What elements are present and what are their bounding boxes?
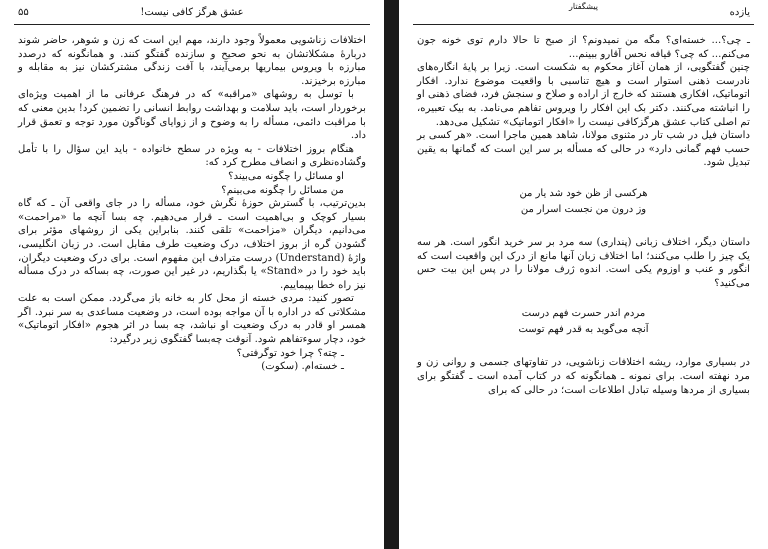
right-page-body bbox=[417, 34, 750, 397]
paragraph: بدین‌ترتیب، با گسترش حوزهٔ نگرش خود، مسأله را در جای واقعی آن ـ که گاه بسیار کوچک و بی‌اهمیت است ـ قرار می‌دهیم. چه بسا آنچه ما «مراحمت» می‌دانیم، دیگران «مزاحمت» تلقی کنند. بنابراین یکی از روشهای مؤثر برای گشودن گره از بروز اختلاف، درک وضعیت طرف مقابل است. در زبان انگلیسی، واژهٔ (Understand) درست مترادف این مفهوم است. برای درک وضعیت دیگران، باید خود را در «Stand» یا بگذاریم، در غیر این صورت، چه بساکه در درک مسأله نیز راه خطا بپیماییم. bbox=[18, 198, 366, 291]
question-line: من مسائل را چگونه می‌بینم؟ bbox=[221, 184, 344, 196]
dialogue-line: ـ چته؟ چرا خود توگرفتی؟ bbox=[236, 347, 344, 359]
poem-line: آنچه می‌گوید به قدر فهم توست bbox=[518, 324, 649, 336]
paragraph: داستان دیگر، اختلاف زبانی (پنداری) سه مرد بر سر خرید انگور است. هر سه یک چیز را طلب می‌کنند؛ اما اختلاف زبان آنها مانع از درک این واقعیت است که انگور و عنب و اوزوم یکی است. اندوه ژرف مولانا را در پس این بیت حس می‌کنید؟ bbox=[417, 236, 750, 289]
poem-verse bbox=[417, 306, 750, 338]
paragraph: چنین گفتگویی، از همان آغاز محکوم به شکست است. زیرا بر پایهٔ انگاره‌های نادرست ذهنی استوار است و هیچ تناسبی با واقعیت موضوع ندارد. افکار اتوماتیک، افکاری هستند که خارج از اراده و صلاح و سنجش فرد، فضای ذهنی او را انباشته می‌کنند. دکتر بک این افکار را ویروس تفاهم می‌نامد. به بیک تعبیره، تم اصلی کتاب عشق هرگزکافی نیست را «افکار اتوماتیک» تشکیل می‌دهد. bbox=[417, 62, 750, 128]
right-page-number: یازده bbox=[729, 7, 750, 18]
paragraph: هنگام بروز اختلافات - به ویژه در سطح خانواده - باید این سؤال را با تأمل وگشاده‌نظری و انصاف مطرح کرد که: bbox=[18, 143, 366, 169]
paragraph: اختلافات زناشویی معمولاً وجود دارند، مهم این است که زن و شوهر، حاضر شوند دربارهٔ مشکلاتشان به نحو صحیح و سازنده گفتگو کنند. و همانگونه که درصدد مبارزه با ویروس بیماریها برمی‌آیند، با آفت زندگی مشترکشان نیز به مقابله و مبارزه برخیزند. bbox=[18, 35, 366, 87]
left-page-body bbox=[18, 34, 366, 374]
poem-line: هرکسی از ظن خود شد یار من bbox=[519, 187, 648, 199]
book-gutter bbox=[384, 0, 399, 549]
left-page-header bbox=[14, 4, 370, 25]
paragraph: در بسیاری موارد، ریشه اختلافات زناشویی، در تفاوتهای جسمی و روانی زن و مرد نهفته است. برای نمونه ـ همانگونه که در کتاب آمده است ـ گفتگو برای بسیاری از مردها وسیله تبادل اطلاعات است؛ در حالی که برای bbox=[417, 357, 750, 396]
right-page bbox=[399, 0, 768, 549]
paragraph: داستان فیل در شب تار در مثنوی مولانا، شاهد همین ماجرا است. «هر کسی بر حسب فهم گمانی دارد» در حالی که مسأله بر سر این است که گمانها به یقین تبدیل شود. bbox=[417, 130, 750, 169]
question-line: او مسائل را چگونه می‌بیند؟ bbox=[228, 170, 344, 182]
poem-line: مردم اندر حسرت فهم درست bbox=[521, 308, 646, 320]
poem-line: وز درون من نجست اسرار من bbox=[520, 203, 647, 215]
right-page-section-title: پیشگفتار bbox=[569, 2, 598, 11]
poem-verse bbox=[417, 186, 750, 218]
left-page-running-title: عشق هرگز کافی نیست! bbox=[140, 7, 244, 18]
paragraph: با توسل به روشهای «مراقبه» که در فرهنگ عرفانی ما از اهمیت ویژه‌ای برخوردار است، باید سلامت و بهداشت روابط انسانی را تضمین کرد! بدین معنی که با مراقبت دائمی، مسأله را به وضوح و از زوایای گوناگون مورد توجه و تعمق قرار داد. bbox=[18, 89, 366, 142]
paragraph: تصور کنید: مردی خسته از محل کار به خانه باز می‌گردد. ممکن است به علت مشکلاتی که در اداره با آن مواجه بوده است، در وضعیت مساعدی به سر نبرد. اگر همسر او قادر به درک وضعیت او نباشد، چه بسا در اثر هجوم «افکار اتوماتیک» خود، دچار سوءتفاهم شود. آنوقت چه‌بسا گفتگوی زیر درگیرد: bbox=[18, 293, 366, 346]
dialogue-line: ـ چی؟... خسته‌ای؟ مگه من نمیدونم؟ از صبح تا حالا دارم توی خونه جون می‌کنم... که چی؟ قیافه نحس آقارو ببینم... bbox=[417, 35, 750, 60]
dialogue-line: ـ خسته‌ام. (سکوت) bbox=[261, 361, 344, 373]
right-page-header bbox=[413, 4, 754, 25]
left-page-number: ۵۵ bbox=[18, 7, 29, 18]
